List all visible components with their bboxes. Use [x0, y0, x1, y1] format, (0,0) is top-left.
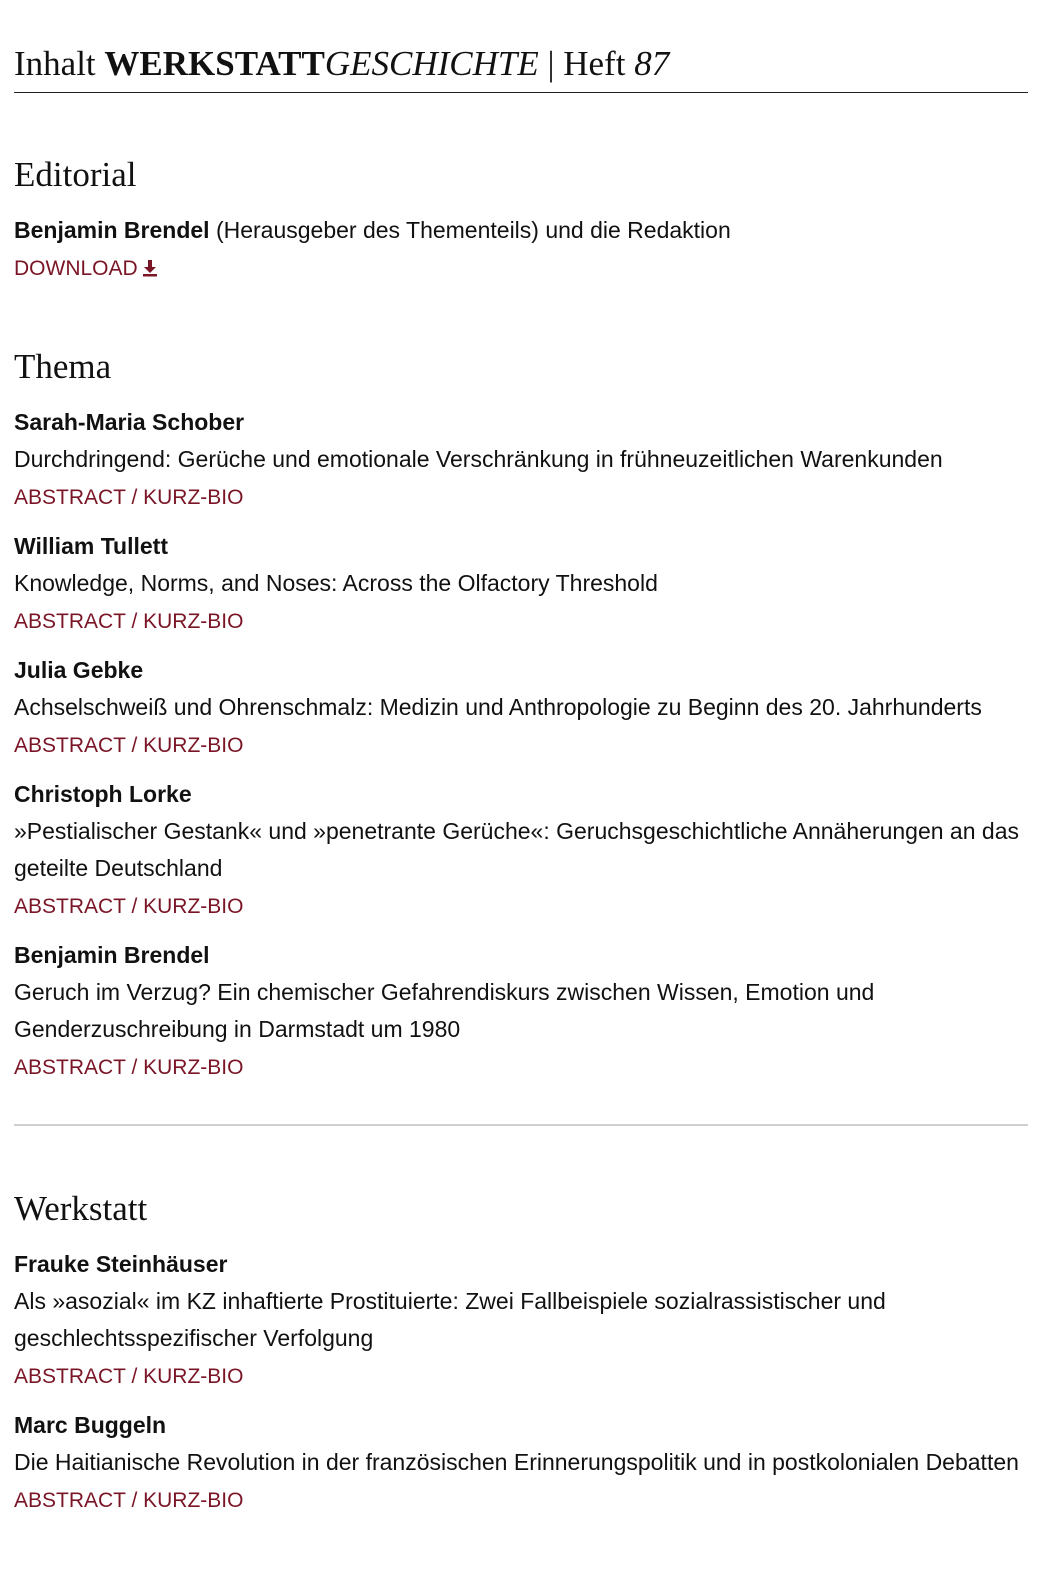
- abstract-bio-link[interactable]: ABSTRACT / KURZ-BIO: [14, 1489, 244, 1512]
- entry-title: Durchdringend: Gerüche und emotionale Verschränkung in frühneuzeitlichen Warenkunden: [14, 446, 943, 472]
- entry-author-suffix: (Herausgeber des Thementeils) und die Redaktion: [215, 217, 731, 243]
- section-title-editorial: Editorial: [14, 155, 137, 194]
- editorial-entry: [14, 212, 1028, 287]
- entry-title: Achselschweiß und Ohrenschmalz: Medizin und Anthropologie zu Beginn des 20. Jahrhunderts: [14, 694, 982, 720]
- table-of-contents: [14, 0, 1028, 1519]
- abstract-bio-link[interactable]: ABSTRACT / KURZ-BIO: [14, 734, 244, 757]
- entry-author: Sarah-Maria Schober: [14, 409, 245, 435]
- issue-label: Heft: [563, 44, 626, 83]
- issue-number: 87: [634, 44, 670, 83]
- list-item: [14, 1407, 1028, 1519]
- list-item: [14, 404, 1028, 516]
- werkstatt-section: [14, 1246, 1028, 1519]
- download-label: DOWNLOAD: [14, 257, 138, 280]
- section-title-thema: Thema: [14, 347, 112, 386]
- download-icon: [142, 259, 158, 277]
- entry-title: Als »asozial« im KZ inhaftierte Prostituierte: Zwei Fallbeispiele sozialrassistischer und geschlechtsspezifischer Verfolgung: [14, 1288, 886, 1351]
- section-divider: [14, 1124, 1028, 1126]
- entry-author: Frauke Steinhäuser: [14, 1251, 228, 1277]
- header-prefix: Inhalt: [14, 44, 96, 83]
- abstract-bio-link[interactable]: ABSTRACT / KURZ-BIO: [14, 1365, 244, 1388]
- entry-title: »Pestialischer Gestank« und »penetrante Gerüche«: Geruchsgeschichtliche Annäherungen an das geteilte Deutschland: [14, 818, 1019, 881]
- abstract-bio-link[interactable]: ABSTRACT / KURZ-BIO: [14, 610, 244, 633]
- abstract-bio-link[interactable]: ABSTRACT / KURZ-BIO: [14, 895, 244, 918]
- entry-author: Benjamin Brendel: [14, 217, 210, 243]
- list-item: [14, 937, 1028, 1086]
- entry-author: Julia Gebke: [14, 657, 144, 683]
- entry-title: Knowledge, Norms, and Noses: Across the Olfactory Threshold: [14, 570, 658, 596]
- section-title-werkstatt: Werkstatt: [14, 1189, 148, 1228]
- entry-title: Geruch im Verzug? Ein chemischer Gefahrendiskurs zwischen Wissen, Emotion und Genderzuschreibung in Darmstadt um 1980: [14, 979, 875, 1042]
- list-item: [14, 1246, 1028, 1395]
- brand-name-italic: GESCHICHTE: [324, 44, 539, 83]
- abstract-bio-link[interactable]: ABSTRACT / KURZ-BIO: [14, 1056, 244, 1079]
- editorial-section: [14, 212, 1028, 287]
- list-item: [14, 776, 1028, 925]
- thema-section: [14, 404, 1028, 1086]
- download-link[interactable]: [14, 250, 158, 287]
- list-item: [14, 528, 1028, 640]
- entry-author: William Tullett: [14, 533, 168, 559]
- entry-author: Marc Buggeln: [14, 1412, 167, 1438]
- page-title: [14, 44, 1028, 93]
- header-separator: |: [547, 44, 555, 83]
- list-item: [14, 652, 1028, 764]
- entry-author: Benjamin Brendel: [14, 942, 210, 968]
- entry-author: Christoph Lorke: [14, 781, 192, 807]
- abstract-bio-link[interactable]: ABSTRACT / KURZ-BIO: [14, 486, 244, 509]
- brand-name-bold: WERKSTATT: [104, 44, 325, 83]
- entry-title: Die Haitianische Revolution in der französischen Erinnerungspolitik und in postkolonialen Debatten: [14, 1449, 1019, 1475]
